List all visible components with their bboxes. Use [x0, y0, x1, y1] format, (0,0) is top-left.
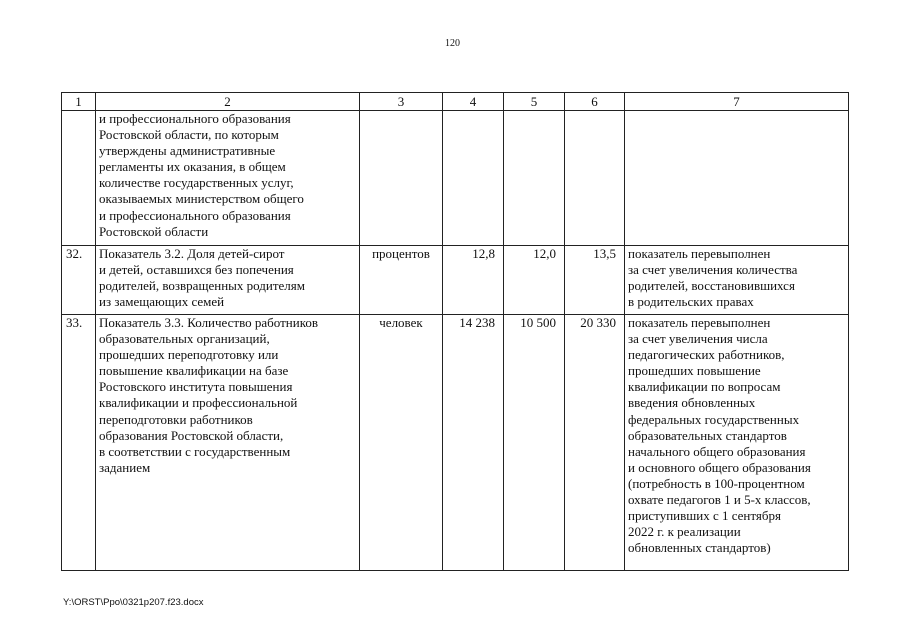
indicator-description: Показатель 3.2. Доля детей-сирот и детей, оставшихся без попечения родителей, возвращенных родителям из замещающих семей: [96, 246, 360, 315]
row-number: 32.: [62, 246, 96, 315]
header-cell-2: 2: [96, 93, 360, 111]
comment-cell: показатель перевыполнен за счет увеличения количества родителей, восстановившихся в родительских правах: [625, 246, 849, 315]
table-row: [62, 246, 849, 315]
comment-cell: показатель перевыполнен за счет увеличения числа педагогических работников, прошедших повышение квалификации по вопросам введения обновленных федеральных государственных образовательных стандартов начального общего образования и основного общего образования (потребность в 100-процентном охвате педагогов 1 и 5-х классов, приступивших с 1 сентября 2022 г. к реализации обновленных стандартов): [625, 315, 849, 571]
indicator-description: Показатель 3.3. Количество работников образовательных организаций, прошедших переподготовку или повышение квалификации на базе Ростовского института повышения квалификации и профессиональной переподготовки работников образования Ростовской области, в соответствии с государственным заданием: [96, 315, 360, 571]
unit-cell: человек: [360, 315, 443, 571]
value-cell-6: 20 330: [565, 315, 625, 571]
table-row: [62, 111, 849, 246]
header-cell-4: 4: [443, 93, 504, 111]
value-cell-4: 14 238: [443, 315, 504, 571]
header-cell-1: 1: [62, 93, 96, 111]
value-cell-4: 12,8: [443, 246, 504, 315]
value-cell-6: [565, 111, 625, 246]
row-number: 33.: [62, 315, 96, 571]
comment-cell: [625, 111, 849, 246]
header-cell-7: 7: [625, 93, 849, 111]
header-cell-6: 6: [565, 93, 625, 111]
value-cell-4: [443, 111, 504, 246]
table-header-row: [62, 93, 849, 111]
file-path-footer: Y:\ORST\Ppo\0321p207.f23.docx: [63, 597, 204, 608]
indicator-table: [61, 92, 849, 571]
page-number: 120: [445, 38, 460, 49]
value-cell-5: 10 500: [504, 315, 565, 571]
value-cell-6: 13,5: [565, 246, 625, 315]
table-row: [62, 315, 849, 571]
unit-cell: процентов: [360, 246, 443, 315]
header-cell-3: 3: [360, 93, 443, 111]
value-cell-5: [504, 111, 565, 246]
unit-cell: [360, 111, 443, 246]
row-number: [62, 111, 96, 246]
header-cell-5: 5: [504, 93, 565, 111]
value-cell-5: 12,0: [504, 246, 565, 315]
indicator-description: и профессионального образования Ростовской области, по которым утверждены административные регламенты их оказания, в общем количестве государственных услуг, оказываемых министерством общего и профессионального образования Ростовской области: [96, 111, 360, 246]
